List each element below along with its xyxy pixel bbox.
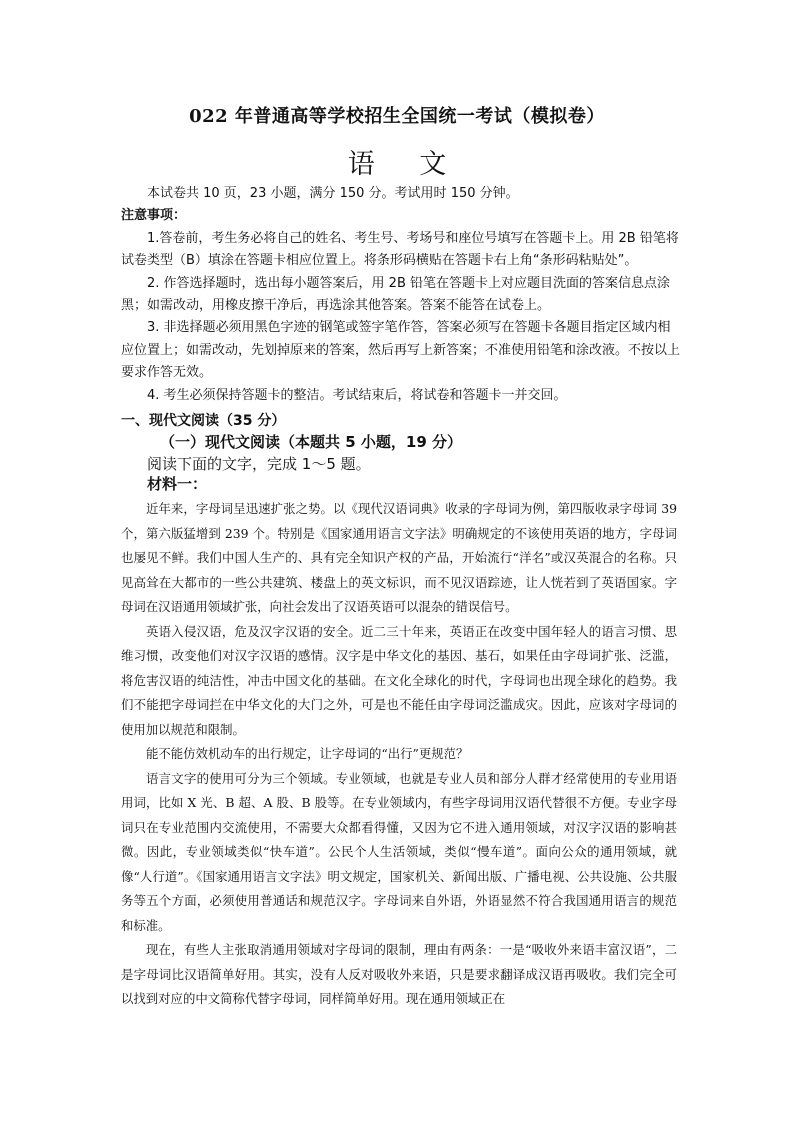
notice-heading: 注意事项： [121,208,187,224]
exam-summary: 本试卷共 10 页，23 小题，满分 150 分。考试用时 150 分钟。 [147,186,519,201]
passage-paragraph: 英语入侵汉语，危及汉字汉语的安全。近二三十年来，英语正在改变中国年轻人的语言习惯、思维习惯，改变他们对汉字汉语的感情。汉字是中华文化的基因、基石，如果任由字母词扩张、泛滥，将危害汉语的纯洁性，冲击中国文化的基础。在文化全球化的时代，字母词也出现全球化的趋势。我们不能把字母词拦在中华文化的大门之外，可是也不能任由字母词泛滥成灾。因此，应该对字母词的使用加以规范和限制。 [121,623,677,737]
section-heading: 一、现代文阅读（35 分） [121,413,286,429]
passage-paragraph: 现在，有些人主张取消通用领域对字母词的限制，理由有两条：一是“吸收外来语丰富汉语”，二是字母词比汉语简单好用。其实，没有人反对吸收外来语，只是要求翻译成汉语再吸收。我们完全可以找到对应的中文简称代替字母词，同样简单好用。现在通用领域正在 [121,942,677,1006]
exam-title: 022 年普通高等学校招生全国统一考试（模拟卷） [189,106,605,127]
reading-instruction: 阅读下面的文字，完成 1～5 题。 [147,455,371,473]
exam-notice [121,183,681,407]
material-label: 材料一： [147,475,208,493]
notice-item-4: 4. 考生必须保持答题卡的整洁。考试结束后，将试卷和答题卡一并交回。 [147,387,567,403]
passage-paragraph: 近年来，字母词呈迅速扩张之势。以《现代汉语词典》收录的字母词为例，第四版收录字母词 39 个，第六版猛增到 239 个。特别是《国家通用语言文字法》明确规定的不该使用英语的地方，字母词也屡见不鲜。我们中国人生产的、具有完全知识产权的产品，开始流行“洋名”或汉英混合的名称。只见高耸在大都市的一些公共建筑、楼盘上的英文标识，而不见汉语踪迹，让人恍若到了英语国家。字母词在汉语通用领域扩张，向社会发出了汉语英语可以混杂的错误信号。 [121,501,677,614]
passage-paragraph: 能不能仿效机动车的出行规定，让字母词的“出行”更规范？ [146,746,469,761]
notice-item-3: 3. 非选择题必须用黑色字迹的钢笔或签字笔作答，答案必须写在答题卡各题目指定区域内相应位置上；如需改动，先划掉原来的答案，然后再写上新答案；不准使用铅笔和涂改液。不按以上要求作答无效。 [121,320,681,381]
passage-paragraph: 语言文字的使用可分为三个领域。专业领域，也就是专业人员和部分人群才经常使用的专业用语用词，比如 X 光、B 超、A 股、B 股等。在专业领域内，有些字母词用汉语代替很不方便。专业字母词只在专业范围内交流使用，不需要大众都看得懂，又因为它不进入通用领域，对汉字汉语的影响甚微。因此，专业领域类似“快车道”。公民个人生活领域，类似“慢车道”。面向公众的通用领域，就像“人行道”。《国家通用语言文字法》明文规定，国家机关、新闻出版、广播电视、公共设施、公共服务等五个方面，必须使用普通话和规范汉字。字母词来自外语，外语显然不符合我国通用语言的规范和标准。 [121,770,677,933]
subsection-heading: （一）现代文阅读（本题共 5 小题，19 分） [160,433,462,451]
reading-passage [121,497,677,1012]
subject-title: 语 文 [347,149,465,180]
notice-item-1: 1.答卷前，考生务必将自己的姓名、考生号、考场号和座位号填写在答题卡上。用 2B 铅笔将试卷类型（B）填涂在答题卡相应位置上。将条形码横贴在答题卡右上角“条形码粘贴处”。 [121,230,679,269]
notice-item-2: 2. 作答选择题时，选出每小题答案后，用 2B 铅笔在答题卡上对应题目洗面的答案信息点涂黑；如需改动，用橡皮擦干净后，再选涂其他答案。答案不能答在试卷上。 [121,275,670,314]
